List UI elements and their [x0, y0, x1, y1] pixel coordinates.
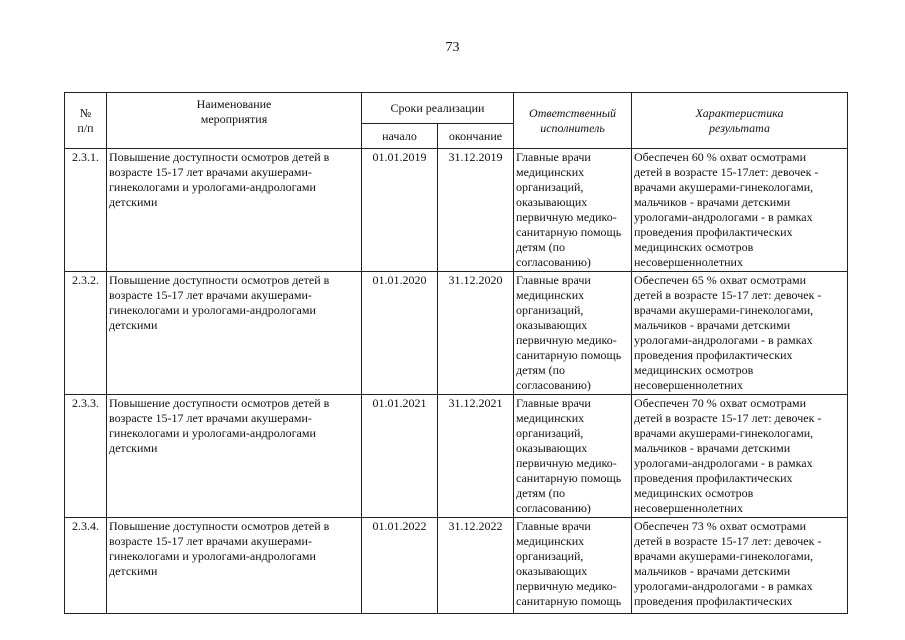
row-result-line: урологами-андрологами - в рамках [634, 210, 813, 224]
row-result [632, 518, 848, 614]
row-responsible-line: Главные врачи [516, 519, 591, 533]
row-start-date: 01.01.2019 [362, 149, 438, 272]
row-name-line: Повышение доступности осмотров детей в [109, 396, 330, 410]
row-responsible-line: первичную медико- [516, 210, 617, 224]
row-number: 2.3.4. [65, 518, 107, 614]
row-responsible-line: детям (по [516, 363, 566, 377]
row-result-line: медицинских осмотров [634, 240, 754, 254]
row-name-line: детскими [109, 195, 158, 209]
row-responsible-line: оказывающих [516, 318, 588, 332]
row-responsible-line: организаций, [516, 303, 584, 317]
row-responsible [514, 272, 632, 395]
table-row [65, 272, 848, 395]
row-name [107, 518, 362, 614]
row-result-line: врачами акушерами-гинекологами, [634, 426, 814, 440]
row-result-line: Обеспечен 73 % охват осмотрами [634, 519, 807, 533]
row-responsible-line: медицинских [516, 411, 585, 425]
row-name-line: Повышение доступности осмотров детей в [109, 150, 330, 164]
header-name-line: мероприятия [200, 112, 268, 126]
table-body [65, 149, 848, 614]
row-responsible-line: организаций, [516, 426, 584, 440]
row-responsible-line: санитарную помощь [516, 594, 622, 608]
header-num-line: п/п [77, 120, 94, 135]
row-responsible-line: детям (по [516, 240, 566, 254]
row-end-date: 31.12.2022 [438, 518, 514, 614]
row-result [632, 272, 848, 395]
header-responsible [514, 93, 632, 149]
row-result-line: проведения профилактических [634, 225, 793, 239]
header-result-line: Характеристика [695, 105, 784, 120]
row-name [107, 395, 362, 518]
row-result-line: урологами-андрологами - в рамках [634, 333, 813, 347]
header-result-line: результата [709, 120, 770, 135]
row-responsible-line: Главные врачи [516, 396, 591, 410]
row-result-line: медицинских осмотров [634, 363, 754, 377]
table-row [65, 395, 848, 518]
row-responsible-line: медицинских [516, 288, 585, 302]
row-result-line: детей в возрасте 15-17 лет: девочек - [634, 411, 822, 425]
row-end-date: 31.12.2020 [438, 272, 514, 395]
row-result-line: урологами-андрологами - в рамках [634, 456, 813, 470]
row-name-line: детскими [109, 441, 158, 455]
row-responsible-line: медицинских [516, 534, 585, 548]
header-num-line: № [79, 105, 92, 120]
row-responsible-line: первичную медико- [516, 579, 617, 593]
row-start-date: 01.01.2021 [362, 395, 438, 518]
row-result-line: проведения профилактических [634, 471, 793, 485]
row-name [107, 272, 362, 395]
row-name-line: возрасте 15-17 лет врачами акушерами- [109, 288, 312, 302]
header-name [107, 93, 362, 149]
row-name-line: детскими [109, 318, 158, 332]
row-responsible-line: санитарную помощь [516, 225, 622, 239]
row-responsible-line: согласованию) [516, 378, 591, 392]
row-responsible-line: Главные врачи [516, 273, 591, 287]
row-responsible-line: согласованию) [516, 255, 591, 269]
row-result-line: мальчиков - врачами детскими [634, 195, 791, 209]
row-result-line: несовершеннолетних [634, 255, 743, 269]
table-header [65, 93, 848, 149]
row-end-date: 31.12.2019 [438, 149, 514, 272]
row-result-line: Обеспечен 70 % охват осмотрами [634, 396, 807, 410]
row-responsible-line: Главные врачи [516, 150, 591, 164]
row-result-line: мальчиков - врачами детскими [634, 318, 791, 332]
header-end: окончание [438, 124, 514, 149]
row-responsible-line: первичную медико- [516, 333, 617, 347]
row-name-line: гинекологами и урологами-андрологами [109, 426, 316, 440]
row-result-line: несовершеннолетних [634, 501, 743, 515]
row-result-line: мальчиков - врачами детскими [634, 564, 791, 578]
row-name-line: возрасте 15-17 лет врачами акушерами- [109, 165, 312, 179]
row-responsible-line: медицинских [516, 165, 585, 179]
header-start: начало [362, 124, 438, 149]
row-responsible-line: детям (по [516, 486, 566, 500]
row-responsible-line: организаций, [516, 180, 584, 194]
header-name-line: Наименование [196, 97, 272, 111]
row-name-line: Повышение доступности осмотров детей в [109, 519, 330, 533]
row-responsible [514, 149, 632, 272]
row-result-line: Обеспечен 65 % охват осмотрами [634, 273, 807, 287]
row-name-line: гинекологами и урологами-андрологами [109, 303, 316, 317]
row-result-line: проведения профилактических [634, 594, 793, 608]
row-result-line: несовершеннолетних [634, 378, 743, 392]
row-result-line: врачами акушерами-гинекологами, [634, 549, 814, 563]
row-result-line: детей в возрасте 15-17 лет: девочек - [634, 534, 822, 548]
header-terms: Сроки реализации [362, 93, 514, 124]
row-name-line: гинекологами и урологами-андрологами [109, 549, 316, 563]
row-name-line: Повышение доступности осмотров детей в [109, 273, 330, 287]
header-responsible-line: Ответственный [529, 105, 616, 120]
row-responsible-line: оказывающих [516, 195, 588, 209]
row-responsible-line: организаций, [516, 549, 584, 563]
row-responsible-line: первичную медико- [516, 456, 617, 470]
row-name-line: детскими [109, 564, 158, 578]
header-responsible-line: исполнитель [540, 120, 605, 135]
row-responsible-line: согласованию) [516, 501, 591, 515]
table-row [65, 518, 848, 614]
row-number: 2.3.3. [65, 395, 107, 518]
row-start-date: 01.01.2020 [362, 272, 438, 395]
row-result-line: проведения профилактических [634, 348, 793, 362]
row-responsible [514, 518, 632, 614]
row-result [632, 149, 848, 272]
page-number: 73 [445, 40, 460, 55]
row-number: 2.3.2. [65, 272, 107, 395]
row-result-line: детей в возрасте 15-17лет: девочек - [634, 165, 819, 179]
row-name [107, 149, 362, 272]
row-result [632, 395, 848, 518]
row-name-line: возрасте 15-17 лет врачами акушерами- [109, 411, 312, 425]
row-result-line: урологами-андрологами - в рамках [634, 579, 813, 593]
row-result-line: врачами акушерами-гинекологами, [634, 180, 814, 194]
row-result-line: медицинских осмотров [634, 486, 754, 500]
table-row [65, 149, 848, 272]
row-result-line: Обеспечен 60 % охват осмотрами [634, 150, 807, 164]
row-responsible-line: санитарную помощь [516, 471, 622, 485]
header-num [65, 93, 107, 149]
row-result-line: врачами акушерами-гинекологами, [634, 303, 814, 317]
header-result [632, 93, 848, 149]
row-responsible-line: санитарную помощь [516, 348, 622, 362]
row-result-line: мальчиков - врачами детскими [634, 441, 791, 455]
row-name-line: гинекологами и урологами-андрологами [109, 180, 316, 194]
row-start-date: 01.01.2022 [362, 518, 438, 614]
row-responsible [514, 395, 632, 518]
row-end-date: 31.12.2021 [438, 395, 514, 518]
row-result-line: детей в возрасте 15-17 лет: девочек - [634, 288, 822, 302]
row-responsible-line: оказывающих [516, 564, 588, 578]
measures-table [64, 92, 848, 614]
row-number: 2.3.1. [65, 149, 107, 272]
row-name-line: возрасте 15-17 лет врачами акушерами- [109, 534, 312, 548]
row-responsible-line: оказывающих [516, 441, 588, 455]
